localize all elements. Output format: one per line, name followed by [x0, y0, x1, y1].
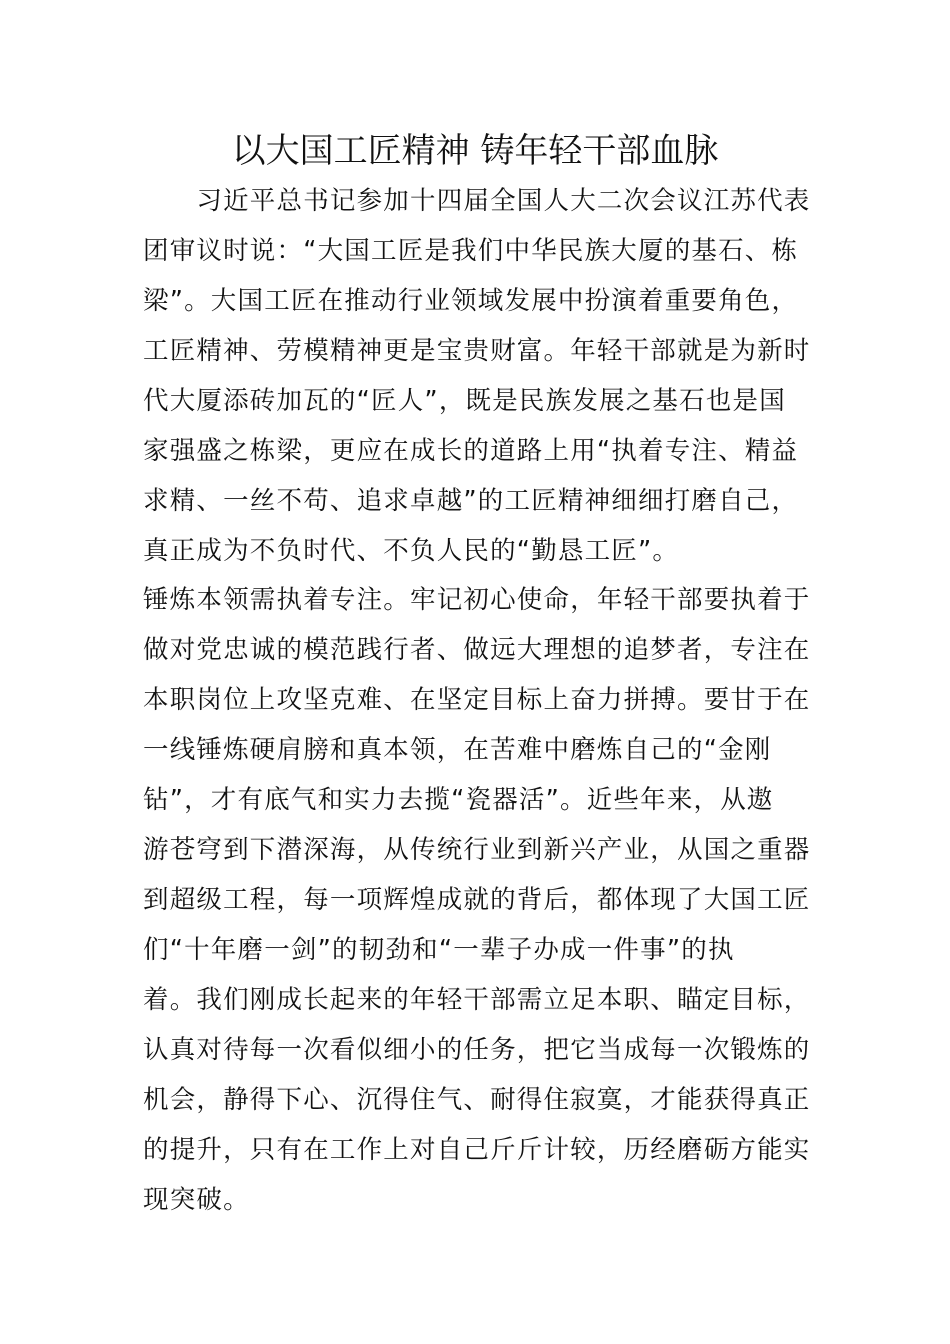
paragraph-line: 代大厦添砖加瓦的“匠人”，既是民族发展之基石也是国	[143, 386, 786, 416]
paragraph-1	[143, 176, 811, 576]
paragraph-line: 团审议时说：“大国工匠是我们中华民族大厦的基石、栋	[143, 236, 799, 266]
document-title: 以大国工匠精神 铸年轻干部血脉	[231, 131, 719, 171]
paragraph-line: 现突破。	[143, 1185, 250, 1215]
paragraph-line: 钻”，才有底气和实力去揽“瓷器活”。近些年来，从遨	[143, 785, 774, 815]
paragraph-line: 们“十年磨一剑”的韧劲和“一辈子办成一件事”的执	[143, 935, 735, 965]
paragraph-line: 做对党忠诚的模范践行者、做远大理想的追梦者，专注在	[143, 635, 811, 665]
paragraph-line: 家强盛之栋梁，更应在成长的道路上用“执着专注、精益	[143, 436, 799, 466]
paragraph-2	[143, 575, 811, 1225]
paragraph-line: 机会，静得下心、沉得住气、耐得住寂寞，才能获得真正	[143, 1085, 811, 1115]
paragraph-line: 工匠精神、劳模精神更是宝贵财富。年轻干部就是为新时	[143, 336, 811, 366]
paragraph-line: 真正成为不负时代、不负人民的“勤恳工匠”。	[143, 536, 680, 566]
paragraph-line: 一线锤炼硬肩膀和真本领，在苦难中磨炼自己的“金刚	[143, 735, 772, 765]
paragraph-line: 到超级工程，每一项辉煌成就的背后，都体现了大国工匠	[143, 885, 811, 915]
paragraph-line: 认真对待每一次看似细小的任务，把它当成每一次锻炼的	[143, 1035, 811, 1065]
paragraph-line: 求精、一丝不苟、追求卓越”的工匠精神细细打磨自己，	[143, 486, 799, 516]
paragraph-line: 本职岗位上攻坚克难、在坚定目标上奋力拼搏。要甘于在	[143, 685, 811, 715]
paragraph-line: 梁”。大国工匠在推动行业领域发展中扮演着重要角色，	[143, 286, 799, 316]
paragraph-line: 习近平总书记参加十四届全国人大二次会议江苏代表	[143, 186, 811, 216]
paragraph-line: 游苍穹到下潜深海，从传统行业到新兴产业，从国之重器	[143, 835, 811, 865]
paragraph-line: 着。我们刚成长起来的年轻干部需立足本职、瞄定目标，	[143, 985, 811, 1015]
paragraph-line: 锤炼本领需执着专注。牢记初心使命，年轻干部要执着于	[143, 585, 811, 615]
paragraph-line: 的提升，只有在工作上对自己斤斤计较，历经磨砺方能实	[143, 1135, 811, 1165]
